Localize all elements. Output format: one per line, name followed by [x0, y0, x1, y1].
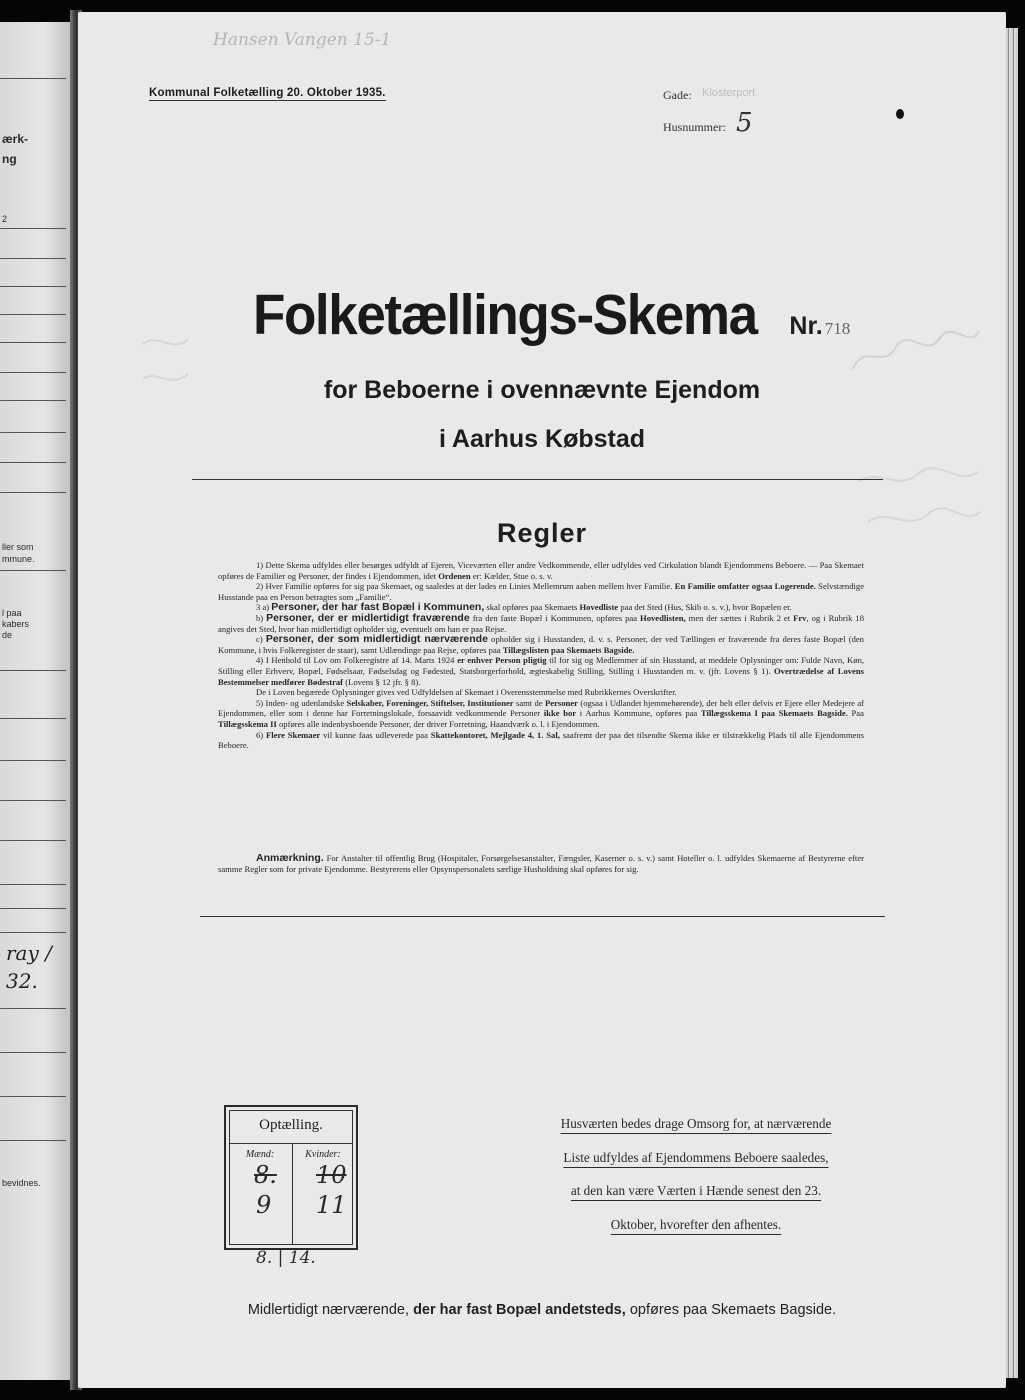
count-box-inner [229, 1110, 353, 1245]
instruction-line: Oktober, hvorefter den afhentes. [610, 1216, 782, 1232]
left-rule [0, 840, 66, 841]
form-number-value: 718 [824, 319, 851, 338]
left-rule [0, 670, 66, 671]
left-fragment-text: mmune. [2, 554, 35, 564]
left-rule [0, 228, 66, 229]
left-rule [0, 1052, 66, 1053]
left-fragment-text: 2 [2, 214, 8, 224]
women-count: 11 [316, 1191, 347, 1219]
gade-label: Gade: [663, 88, 692, 102]
husnummer-value: 5 [736, 108, 753, 138]
rule-3b: b) Personer, der er midlertidigt fraværende fra den faste Bopæl i Kommunen, opføres paa Hovedlisten, men der sættes i Rubrik 2 et Frv, og i Rubrik 18 angives det Sted, hvor han midlertidigt opholder sig, eventuelt om han er paa Rejse. [218, 611, 865, 634]
count-below-handwriting: 8. | 14. [256, 1248, 316, 1268]
left-rule [0, 314, 66, 315]
left-page-fragment [0, 22, 74, 1380]
left-rule [0, 760, 66, 761]
rule-4: 4) I Henhold til Lov om Folkeregistre af 14. Marts 1924 er enhver Person pligtig til for sig og Medlemmer af sin Husstand, at meddele Oplysninger om: Fulde Navn, Køn, Stilling eller Erhverv, Bopæl, Fødselsaar, Fødselsdag og Fødested, Statsborgerforhold, ægteskabelig Stilling, Stilling i Husstanden m. v. (jfr. Lovens § 1). Overtrædelse af Lovens Bestemmelser medfører Bødestraf (Lovens § 12 jfr. § 8). [218, 655, 865, 687]
left-rule [0, 462, 66, 463]
left-handwriting: 32. [6, 969, 38, 993]
note-paragraph [218, 853, 864, 874]
rule-1: 1) Dette Skema udfyldes eller besørges udfyldt af Ejeren, Viceværten eller andre Vedkommende, eller udfyldes ved Cirkulation blandt Ejendommens Beboere. — Paa Skemaet opføres de Familier og Personer, der findes i Ejendommen, idet Ordenen er: Kælder, Stue o. s. v. [218, 560, 864, 581]
count-box-title: Optælling. [259, 1117, 323, 1133]
women-count-struck: 10 [316, 1161, 347, 1189]
gade-value: Klosterport [702, 87, 756, 99]
women-label: Kvinder: [305, 1149, 341, 1160]
left-fragment-text: ller som [2, 542, 34, 552]
left-rule [0, 908, 66, 909]
form-title-text: Folketællings-Skema [252, 283, 757, 347]
left-rule [0, 570, 66, 571]
left-rule [0, 372, 66, 373]
footer-note: Midlertidigt nærværende, der har fast Bopæl andetsteds, opføres paa Skemaets Bagside. [247, 1302, 837, 1318]
left-rule [0, 884, 66, 885]
left-rule [0, 400, 66, 401]
left-fragment-text: de [2, 630, 13, 640]
top-handwriting: Hansen Vangen 15-1 [213, 30, 392, 50]
divider-rule [200, 916, 885, 917]
instruction-line: Husværten bedes drage Omsorg for, at nærværende [560, 1116, 832, 1131]
left-rule [0, 492, 66, 493]
census-header-title: Kommunal Folketælling 20. Oktober 1935. [149, 87, 386, 99]
left-handwriting: ray / [6, 941, 52, 965]
ink-dot [896, 109, 904, 119]
rule-2: 2) Hver Familie opføres for sig paa Skemaet, og saaledes at der lades en Linies Mellemrum aaben mellem hver Familie. En Familie omfatter ogsaa Logerende. Selvstændige Husstande paa en Person betragtes som „Familie“. [218, 581, 865, 602]
men-count-struck: 8. [254, 1161, 277, 1189]
note-label: Anmærkning. [256, 852, 324, 864]
left-fragment-text: ng [2, 152, 17, 166]
left-rule [0, 342, 66, 343]
men-label: Mænd: [245, 1149, 275, 1160]
form-title [78, 282, 1006, 348]
form-number-label: Nr. [789, 312, 823, 340]
left-fragment-text: l paa [2, 608, 22, 618]
left-rule [0, 258, 66, 259]
left-fragment-text: bevidnes. [2, 1178, 41, 1188]
left-rule [0, 718, 66, 719]
instruction-line: Liste udfyldes af Ejendommens Beboere saaledes, [563, 1149, 829, 1165]
left-rule [0, 78, 66, 79]
form-subtitle-2: i Aarhus Købstad [438, 425, 646, 453]
rule-4-extra: De i Loven begærede Oplysninger gives ved Udfyldelsen af Skemaet i Overensstemmelse med Rubrikkernes Overskrifter. [256, 687, 677, 698]
landlord-instruction [528, 1107, 864, 1241]
rules-heading: Regler [496, 518, 588, 548]
count-box [224, 1105, 358, 1250]
left-rule [0, 432, 66, 433]
left-rule [0, 1008, 66, 1009]
left-rule [0, 1096, 66, 1097]
rules-body [218, 560, 864, 751]
left-rule [0, 286, 66, 287]
note-text: For Anstalter til offentlig Brug (Hospitaler, Forsørgelsesanstalter, Fængsler, Kaserner o. s. v.) samt Hoteller o. l. udfyldes Skemaerne af Bestyrerne efter samme Regler som for private Ejendomme. Bestyrerens eller Opsynspersonalets særlige Husholdning skal opføres for sig. [218, 853, 864, 874]
husnummer-label: Husnummer: [663, 120, 726, 134]
form-subtitle-1: for Beboerne i ovennævnte Ejendom [323, 376, 761, 404]
rule-3c: c) Personer, der som midlertidigt nærværende opholder sig i Husstanden, d. v. s. Personer, der ved Tællingen er fraværende fra deres faste Bopæl (den Kommune, i hvis Folkeregister de staar), samt Udlændinge paa Rejse, opføres paa Tillægslisten paa Skemaets Bagside. [218, 633, 864, 655]
divider-rule [192, 479, 883, 480]
left-rule [0, 1140, 66, 1141]
rule-3a: 3 a) Personer, der har fast Bopæl i Kommunen, skal opføres paa Skemaets Hovedliste paa det Sted (Hus, Skib o. s. v.), hvor Bopælen er. [256, 601, 792, 614]
rule-6: 6) Flere Skemaer vil kunne faas udleverede paa Skattekontoret, Mejlgade 4, 1. Sal, saafremt der paa det tilsendte Skema ikke er tilstrækkelig Plads til alle Ejendommens Beboere. [218, 729, 865, 751]
left-rule [0, 800, 66, 801]
left-fragment-text: ærk- [2, 132, 29, 146]
left-fragment-text: kabers [2, 619, 30, 629]
rule-5: 5) Inden- og udenlandske Selskaber, Foreninger, Stiftelser, Institutioner samt de Personer (ogsaa i Udlandet hjemmehørende), der helt eller delvis er Ejere eller Medejere af Ejendommen, eller som i denne har Forretningslokale, forsaavidt vedkommende Personer ikke bor i Aarhus Kommune, opføres paa Tillægsskema I paa Skemaets Bagside. Paa Tillægsskema II opføres alle indenbysboende Personer, der driver Forretning, Haandværk o. l. i Ejendommen. [218, 697, 865, 729]
left-rule [0, 932, 66, 933]
count-box-divider [230, 1143, 352, 1144]
instruction-line: at den kan være Værten i Hænde senest den 23. [570, 1183, 822, 1198]
census-form-page [78, 12, 1006, 1388]
men-count: 9 [256, 1191, 272, 1219]
